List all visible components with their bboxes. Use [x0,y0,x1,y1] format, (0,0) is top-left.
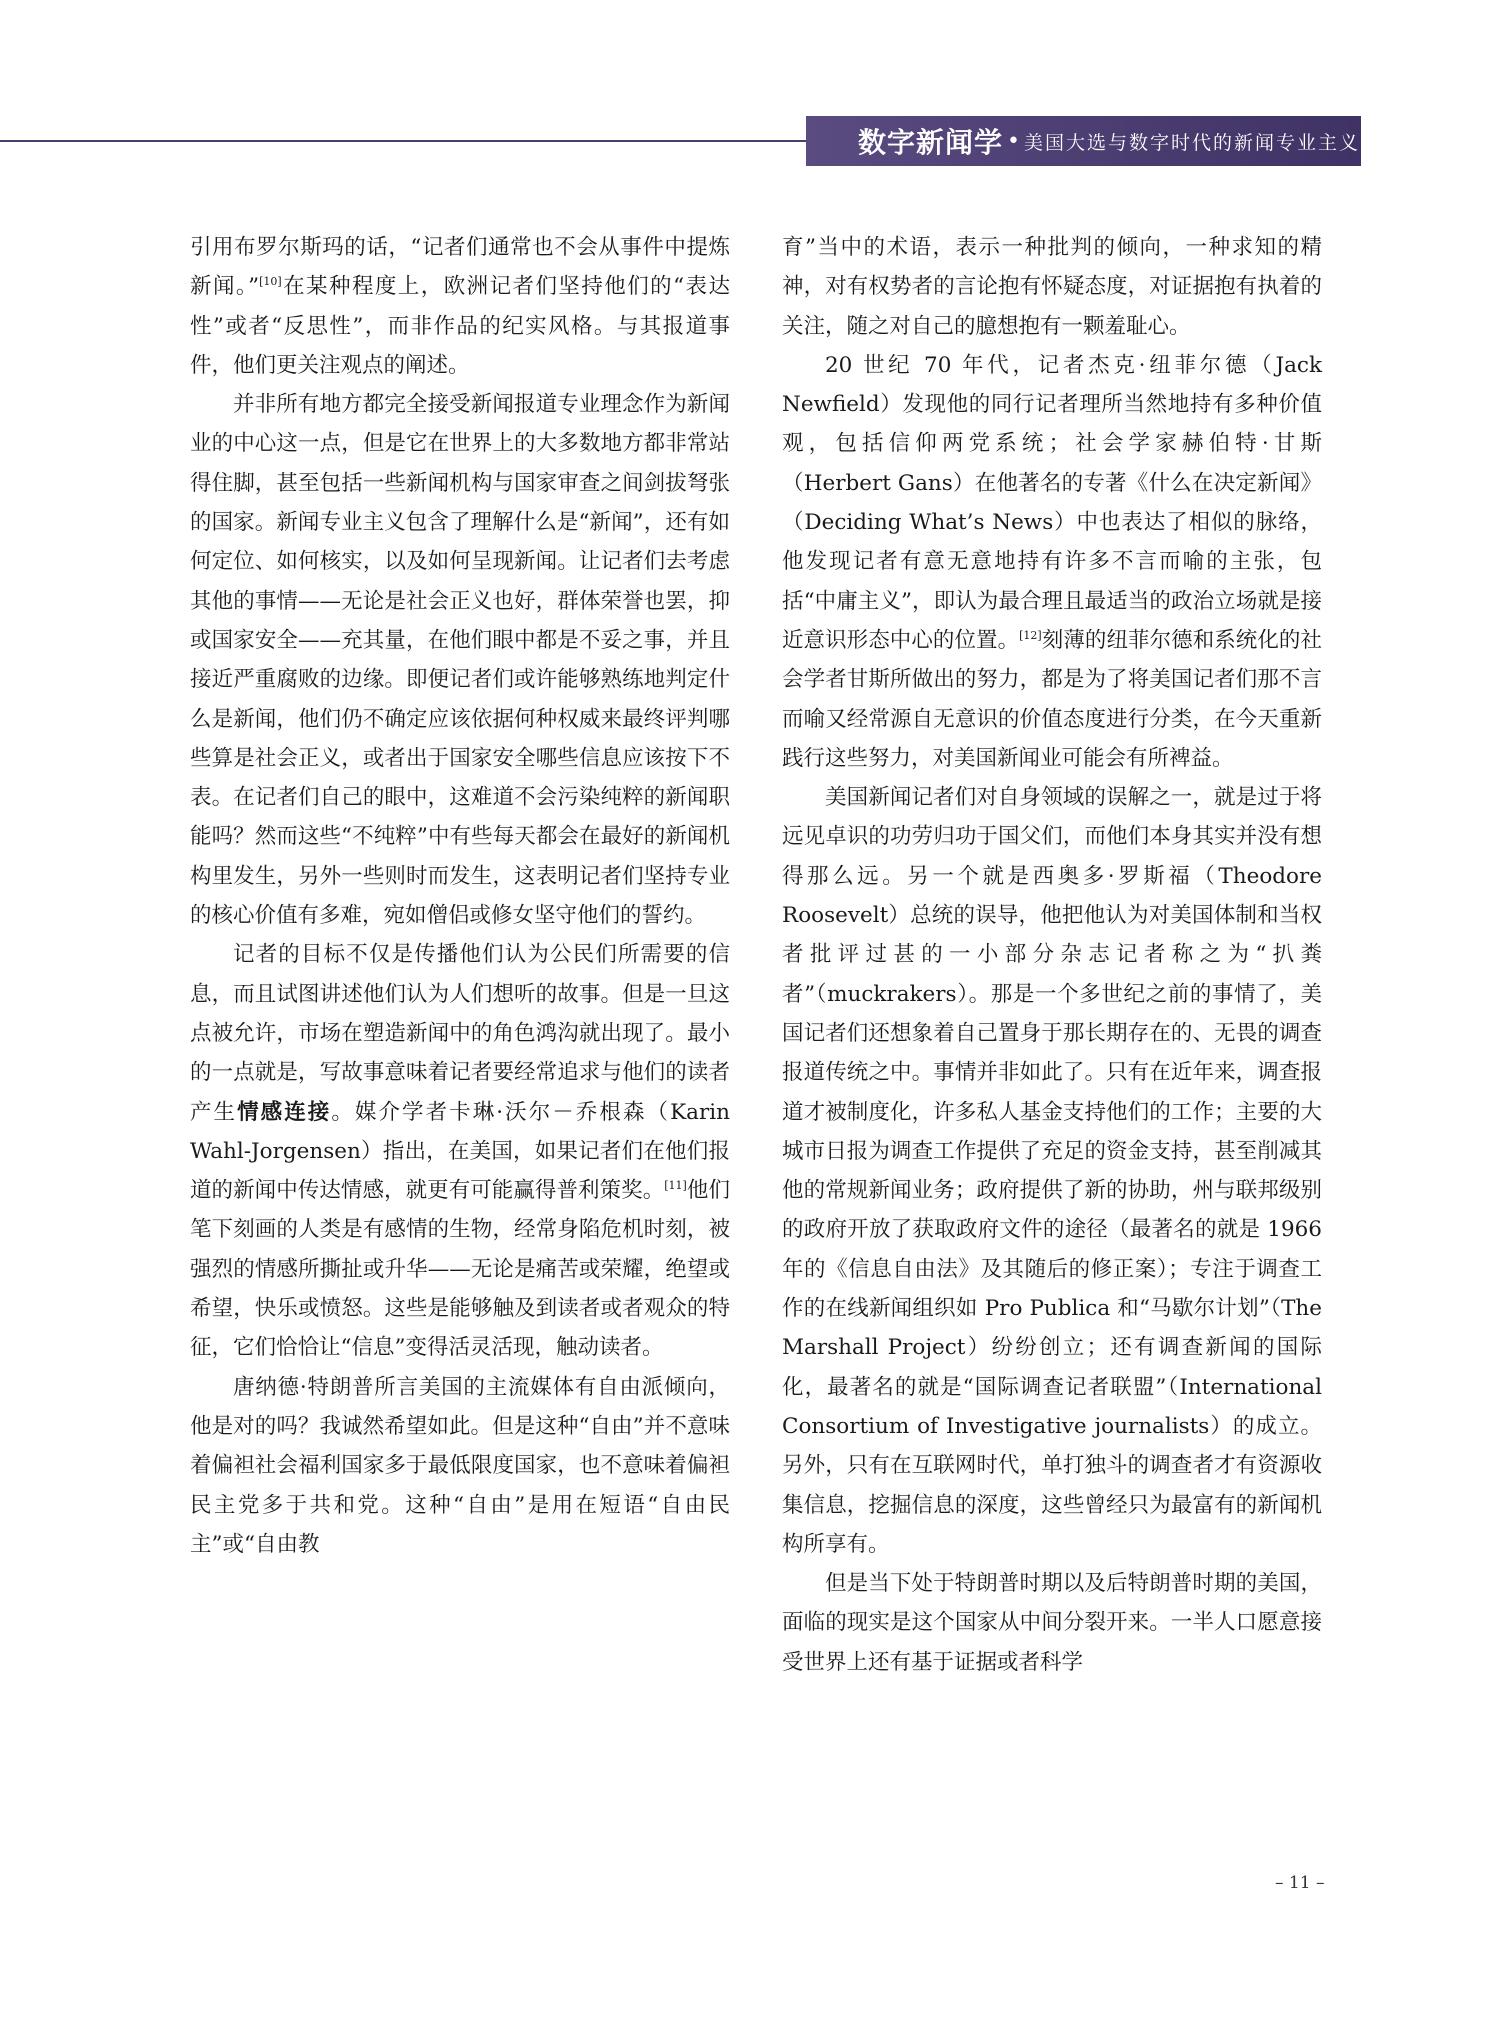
paragraph [782,778,1322,1564]
body-text: 记者的目标不仅是传播他们认为公民们所需要的信息，而且试图讲述他们认为人们想听的故事。但是一旦这点被允许，市场在塑造新闻中的角色鸿沟就出现了。最小的一点就是，写故事意味着记者要经常追求与他们的读者产生 [190,942,730,1125]
paragraph [782,228,1322,346]
body-text: 并非所有地方都完全接受新闻报道专业理念作为新闻业的中心这一点，但是它在世界上的大多数地方都非常站得住脚，甚至包括一些新闻机构与国家审查之间剑拔弩张的国家。新闻专业主义包含了理解什么是“新闻”，还有如何定位、如何核实，以及如何呈现新闻。让记者们去考虑其他的事情——无论是社会正义也好，群体荣誉也罢，抑或国家安全——充其量，在他们眼中都是不妥之事，并且接近严重腐败的边缘。即便记者们或许能够熟练地判定什么是新闻，他们仍不确定应该依据何种权威来最终评判哪些算是社会正义，或者出于国家安全哪些信息应该按下不表。在记者们自己的眼中，这难道不会污染纯粹的新闻职能吗？然而这些“不纯粹”中有些每天都会在最好的新闻机构里发生，另外一些则时而发生，这表明记者们坚持专业的核心价值有多难，宛如僧侣或修女坚守他们的誓约。 [190,392,730,929]
header-separator: • [1007,128,1020,154]
page-number: – 11 – [1275,1873,1325,1893]
paragraph [190,385,730,935]
body-text: 刻薄的纽菲尔德和系统化的社会学者甘斯所做出的努力，都是为了将美国记者们那不言而喻又经常源自无意识的价值态度进行分类，在今天重新践行这些努力，对美国新闻业可能会有所裨益。 [782,627,1322,771]
citation-ref: [10] [259,275,282,289]
citation-ref: [12] [1019,628,1042,642]
article-title: 美国大选与数字时代的新闻专业主义 [1024,131,1361,154]
paragraph [190,228,730,385]
running-header [806,116,1361,166]
body-text: 但是当下处于特朗普时期以及后特朗普时期的美国，面临的现实是这个国家从中间分裂开来。一半人口愿意接受世界上还有基于证据或者科学 [782,1571,1322,1675]
right-column [782,228,1322,1682]
header-rule [0,140,820,142]
body-text: 20 世纪 70 年代，记者杰克·纽菲尔德（Jack Newfield）发现他的同行记者理所当然地持有多种价值观，包括信仰两党系统；社会学家赫伯特·甘斯（Herbert Gans）在他著名的专著《什么在决定新闻》（Deciding What’s News）中也表达了相似的脉络，他发现记者有意无意地持有许多不言而喻的主张，包括“中庸主义”，即认为最合理且最适当的政治立场就是接近意识形态中心的位置。 [782,352,1322,653]
body-text: 唐纳德·特朗普所言美国的主流媒体有自由派倾向，他是对的吗？我诚然希望如此。但是这种“自由”并不意味着偏袒社会福利国家多于最低限度国家，也不意味着偏袒民主党多于共和党。这种“自由”是用在短语“自由民主”或“自由教 [190,1374,730,1557]
section-title: 数字新闻学 [858,126,1004,159]
body-text: 美国新闻记者们对自身领域的误解之一，就是过于将远见卓识的功劳归功于国父们，而他们本身其实并没有想得那么远。另一个就是西奥多·罗斯福（Theodore Roosevelt）总统的误导，他把他认为对美国体制和当权者批评过甚的一小部分杂志记者称之为“扒粪者”（muckrakers）。那是一个多世纪之前的事情了，美国记者们还想象着自己置身于那长期存在的、无畏的调查报道传统之中。事情并非如此了。只有在近年来，调查报道才被制度化，许多私人基金支持他们的工作；主要的大城市日报为调查工作提供了充足的资金支持，甚至削减其他的常规新闻业务；政府提供了新的协助，州与联邦级别的政府开放了获取政府文件的途径（最著名的就是 1966 年的《信息自由法》及其随后的修正案）；专注于调查工作的在线新闻组织如 Pro Publica 和“马歇尔计划”（The Marshall Project）纷纷创立；还有调查新闻的国际化，最著名的就是“国际调查记者联盟”（International Consortium of Investigative journalists）的成立。另外，只有在互联网时代，单打独斗的调查者才有资源收集信息，挖掘信息的深度，这些曾经只为最富有的新闻机构所享有。 [782,785,1322,1557]
body-text: 育”当中的术语，表示一种批判的倾向，一种求知的精神，对有权势者的言论抱有怀疑态度，对证据抱有执着的关注，随之对自己的臆想抱有一颗羞耻心。 [782,235,1322,339]
paragraph [190,1368,730,1564]
paragraph [782,346,1322,778]
paragraph [782,1564,1322,1682]
body-text: 。媒介学者卡琳·沃尔－乔根森（Karin Wahl-Jorgensen）指出，在美国，如果记者们在他们报道的新闻中传达情感，就更有可能赢得普利策奖。 [190,1099,730,1204]
paragraph [190,935,730,1367]
body-text: 在某种程度上，欧洲记者们坚持他们的“表达性”或者“反思性”，而非作品的纪实风格。与其报道事件，他们更关注观点的阐述。 [190,274,730,378]
citation-ref: [11] [664,1178,687,1192]
body-text: 他们笔下刻画的人类是有感情的生物，经常身陷危机时刻，被强烈的情感所撕扯或升华——无论是痛苦或荣耀，绝望或希望，快乐或愤怒。这些是能够触及到读者或者观众的特征，它们恰恰让“信息”变得活灵活现，触动读者。 [190,1178,730,1361]
body-text: 引用布罗尔斯玛的话，“记者们通常也不会从事件中提炼新闻。” [190,235,730,300]
emphasis-text: 情感连接 [237,1099,332,1125]
left-column [190,228,730,1564]
